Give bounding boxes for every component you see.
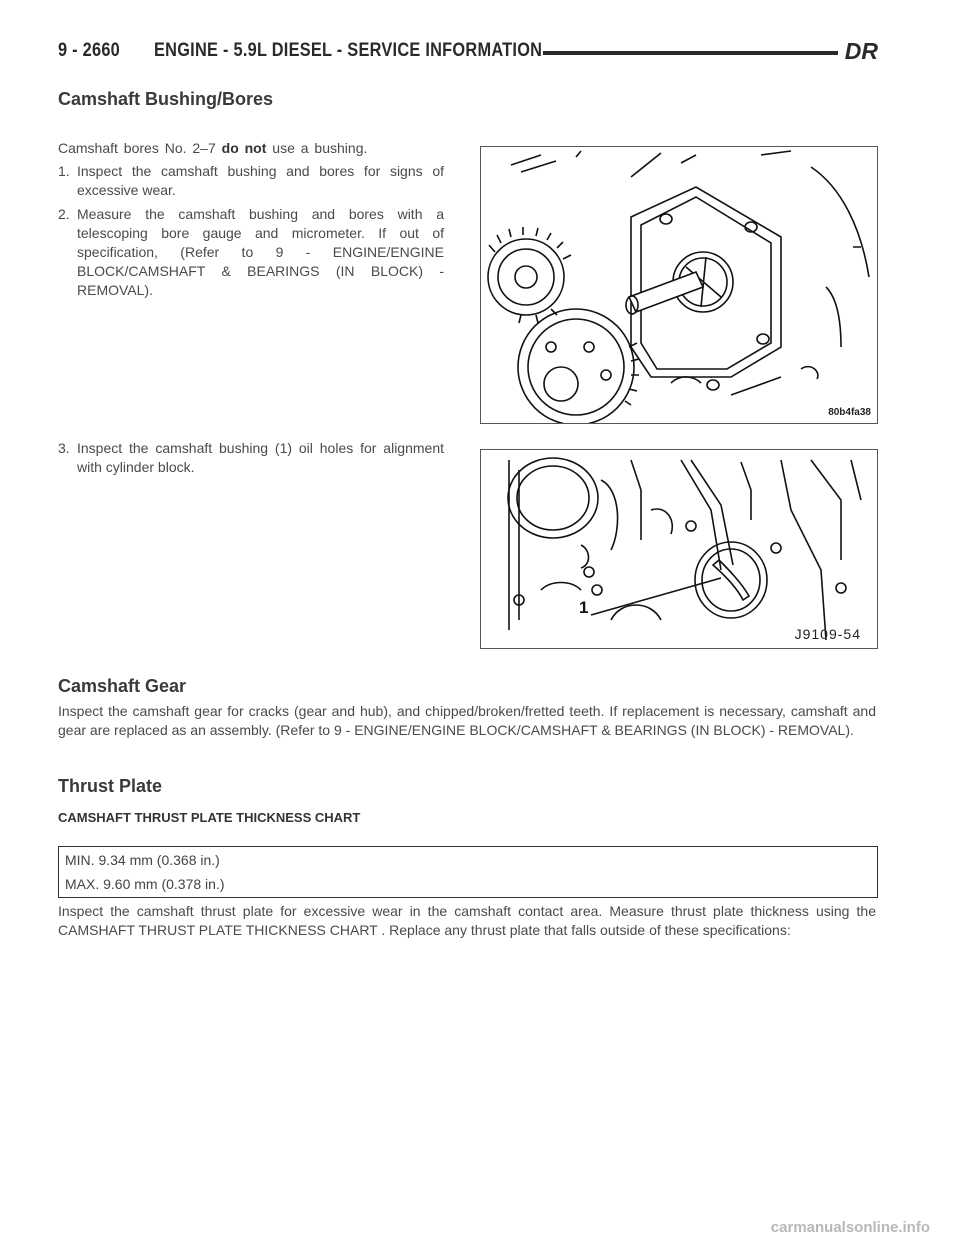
step-1: 1. Inspect the camshaft bushing and bores for signs of excessive wear. xyxy=(58,163,444,198)
step-2: 2. Measure the camshaft bushing and bores with a telescoping bore gauge and micrometer. If out of specification, (Refer to 9 - ENGINE/ENGINE BLOCK/CAMSHAFT & BEARINGS (IN BLOCK) - REMOVAL). xyxy=(58,206,444,298)
oil-holes-illustration xyxy=(481,450,877,648)
heading-gear: Camshaft Gear xyxy=(58,676,187,696)
figure-oil-holes xyxy=(480,449,878,649)
thrust-plate-spec-table xyxy=(58,846,878,898)
page-number: 9 - 2660 xyxy=(58,40,121,61)
figure-bore-gauge xyxy=(480,146,878,424)
spec-row-max: MAX. 9.60 mm (0.378 in.) xyxy=(65,876,225,892)
gear-body: Inspect the camshaft gear for cracks (gear and hub), and chipped/broken/fretted teeth. If replacement is necessary, camshaft and gear are replaced as an assembly. (Refer to 9 - ENGINE/ENGINE BLOCK/CAMSHAFT & BEARINGS (IN BLOCK) - REMOVAL). xyxy=(58,703,876,738)
thrust-body: Inspect the camshaft thrust plate for excessive wear in the camshaft contact area. Measure thrust plate thickness using the CAMSHAFT THRUST PLATE THICKNESS CHART . Replace any thrust plate that falls outside of these specifications: xyxy=(58,903,876,938)
heading-bushing: Camshaft Bushing/Bores xyxy=(58,89,274,109)
figure-2-code: J9109-54 xyxy=(794,626,861,642)
bushing-intro: Camshaft bores No. 2–7 do not use a bushing. xyxy=(58,140,368,156)
bore-gauge-illustration xyxy=(481,147,877,423)
section-title: ENGINE - 5.9L DIESEL - SERVICE INFORMATION xyxy=(154,40,543,61)
page-header xyxy=(58,40,878,70)
model-code: DR xyxy=(844,38,878,64)
callout-1: 1 xyxy=(579,598,589,617)
header-rule xyxy=(543,51,838,55)
chart-title: CAMSHAFT THRUST PLATE THICKNESS CHART xyxy=(58,810,361,825)
figure-1-code: 80b4fa38 xyxy=(828,407,871,418)
step-3: 3. Inspect the camshaft bushing (1) oil holes for alignment with cylinder block. xyxy=(58,440,444,475)
heading-thrust: Thrust Plate xyxy=(58,776,163,796)
spec-row-min: MIN. 9.34 mm (0.368 in.) xyxy=(65,852,220,868)
watermark: carmanualsonline.info xyxy=(770,1219,930,1236)
